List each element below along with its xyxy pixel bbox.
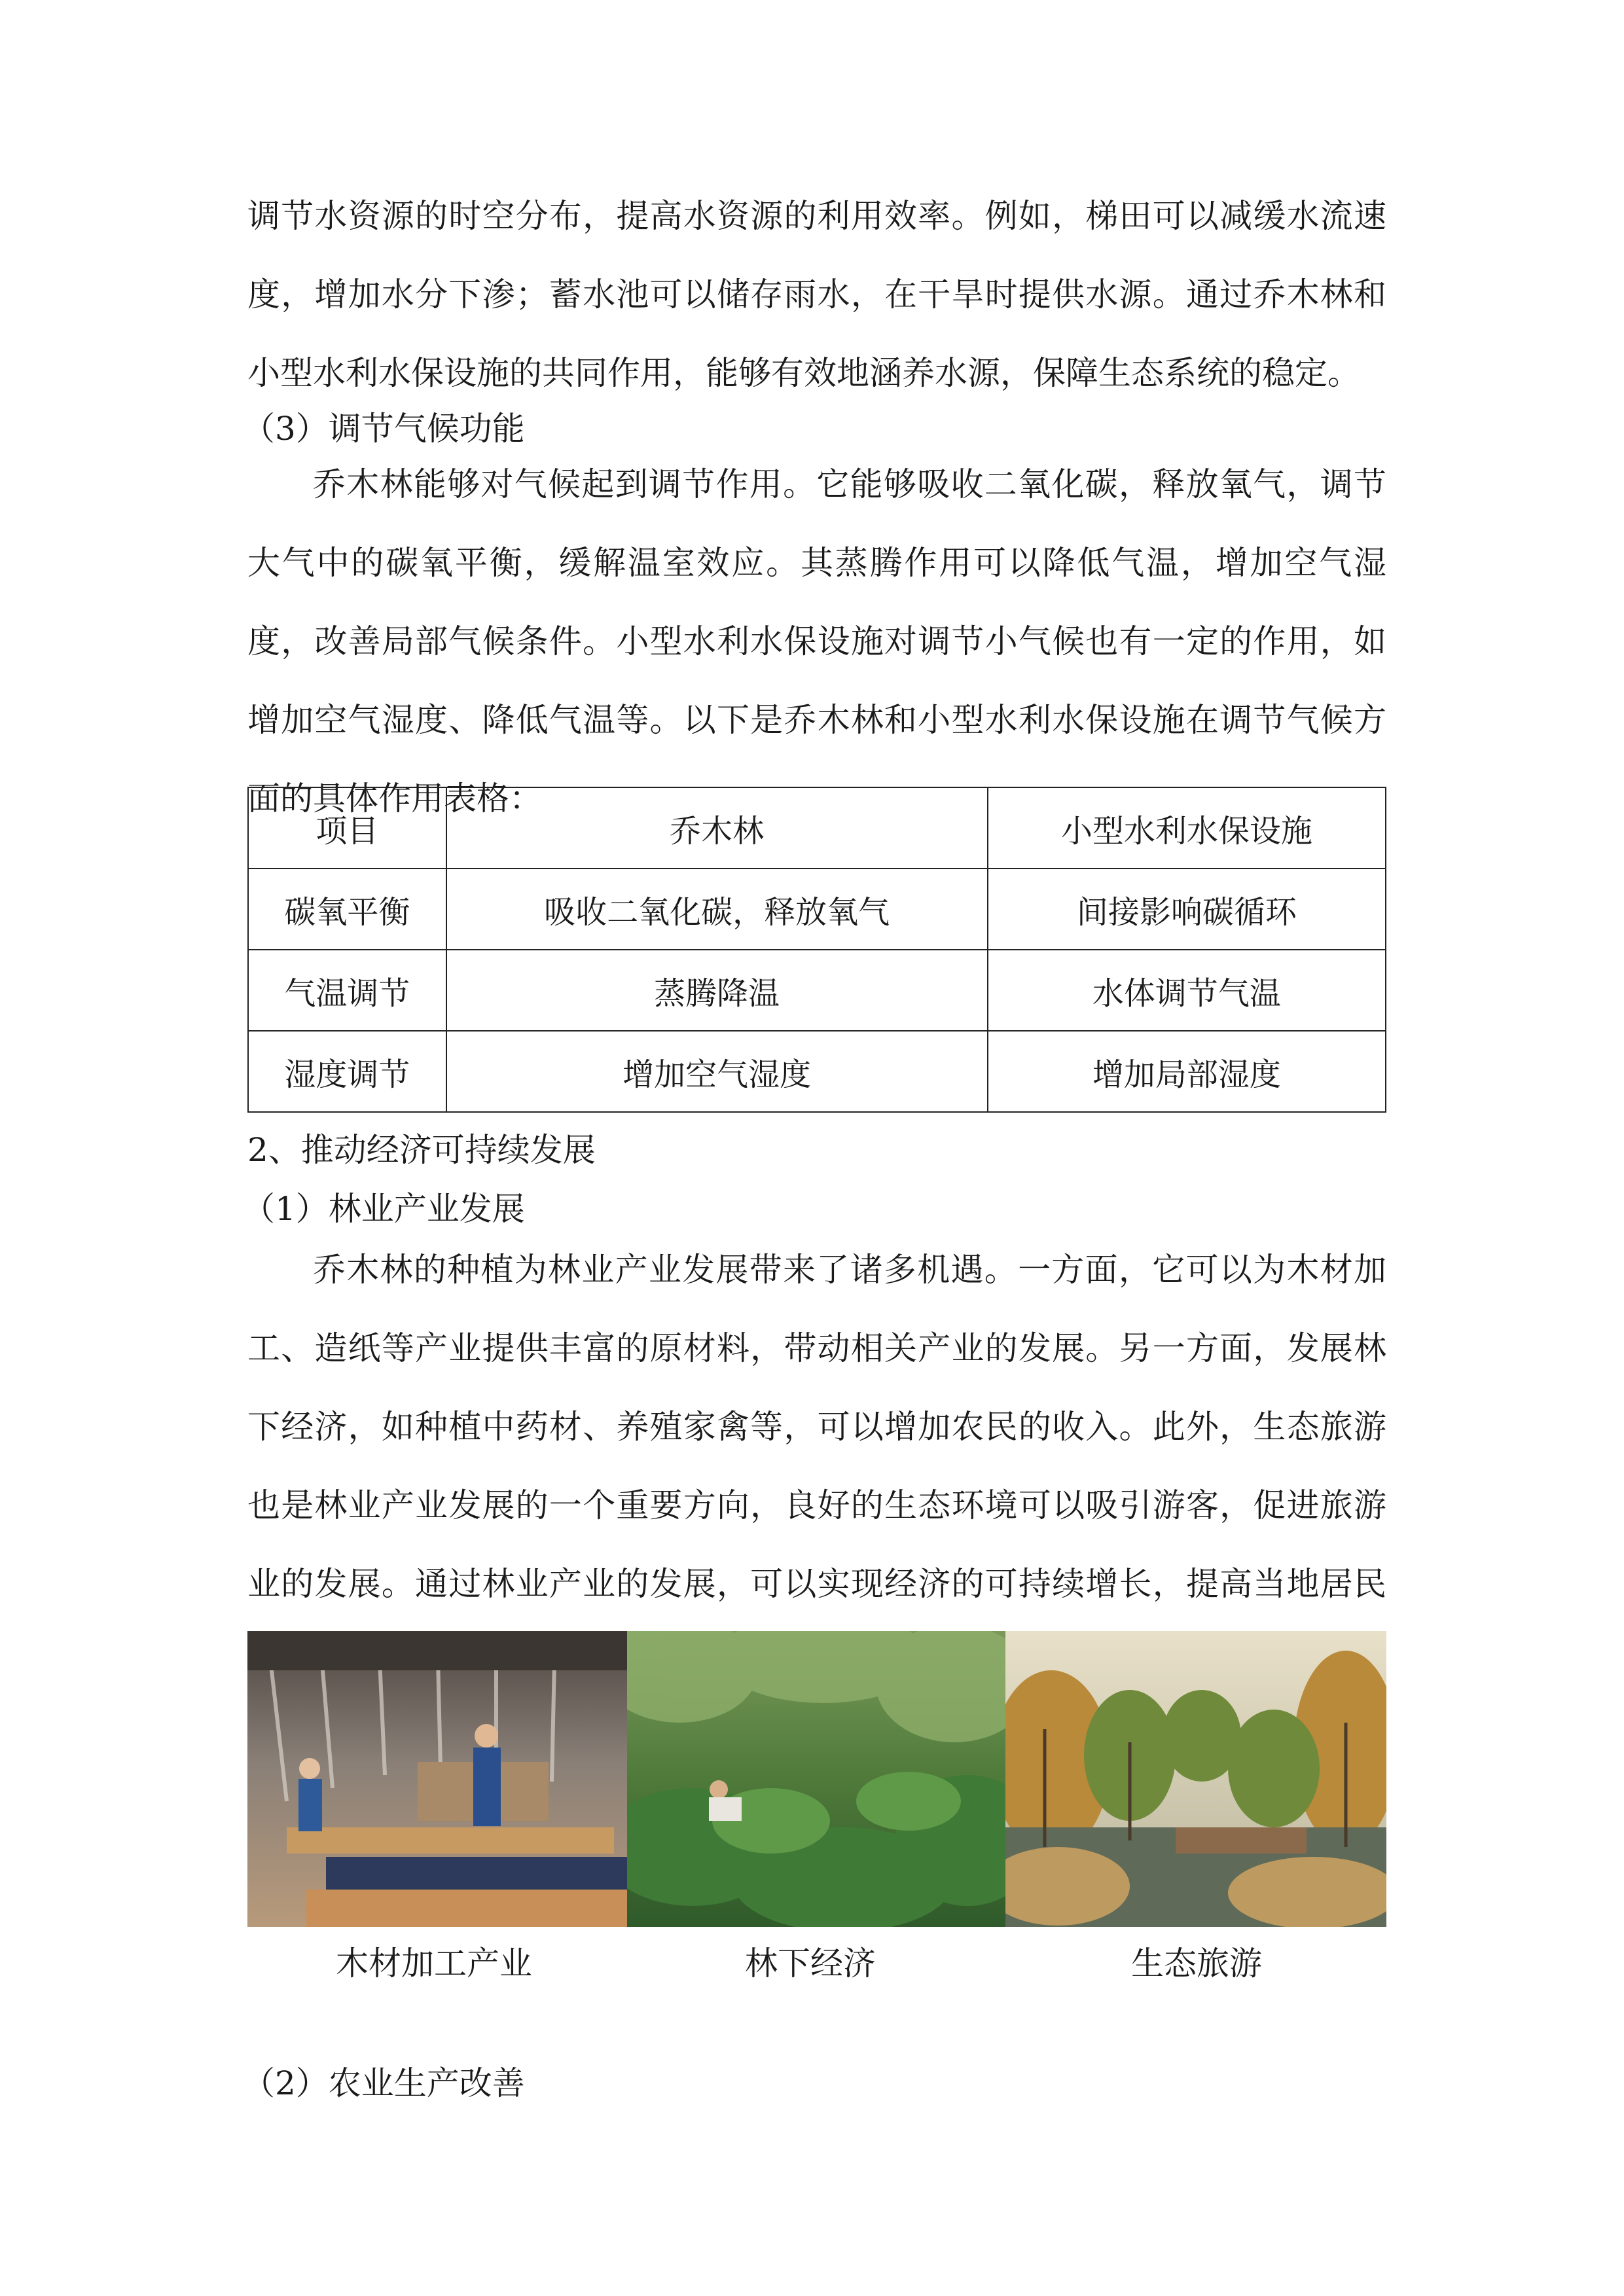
text-line: 度，增加水分下渗；蓄水池可以储存雨水，在干旱时提供水源。通过乔木林和	[247, 276, 1386, 314]
section-heading-forestry: （1）林业产业发展	[242, 1190, 525, 1228]
text-line: 下经济，如种植中药材、养殖家禽等，可以增加农民的收入。此外，生态旅游	[247, 1408, 1386, 1446]
table-header-row	[248, 787, 1386, 869]
eco-tourism-photo	[1005, 1631, 1386, 1927]
table-cell: 增加空气湿度	[446, 1031, 988, 1112]
table-header-cell: 小型水利水保设施	[988, 787, 1386, 869]
photo-captions	[247, 1937, 1386, 1983]
table-row	[248, 869, 1386, 950]
table-cell: 间接影响碳循环	[988, 869, 1386, 950]
text-line: 度，改善局部气候条件。小型水利水保设施对调节小气候也有一定的作用，如	[247, 622, 1386, 660]
climate-effects-table	[247, 787, 1386, 1113]
text-line: 大气中的碳氧平衡，缓解温室效应。其蒸腾作用可以降低气温，增加空气湿	[247, 544, 1386, 582]
caption-timber: 木材加工产业	[336, 1945, 532, 1982]
section-heading-economy: 2、推动经济可持续发展	[247, 1131, 596, 1169]
forestry-photo-strip	[247, 1631, 1386, 1927]
table-cell: 湿度调节	[248, 1031, 446, 1112]
paragraph-climate	[247, 445, 1386, 838]
table-header-cell: 乔木林	[446, 787, 988, 869]
table-cell: 蒸腾降温	[446, 950, 988, 1031]
table-cell: 增加局部湿度	[988, 1031, 1386, 1112]
section-heading-climate: （3）调节气候功能	[242, 410, 525, 448]
text-line: 也是林业产业发展的一个重要方向，良好的生态环境可以吸引游客，促进旅游	[247, 1486, 1386, 1524]
text-line: 小型水利水保设施的共同作用，能够有效地涵养水源，保障生态系统的稳定。	[247, 354, 1360, 392]
table-row	[248, 950, 1386, 1031]
text-line: 增加空气湿度、降低气温等。以下是乔木林和小型水利水保设施在调节气候方	[247, 701, 1386, 739]
text-line: 乔木林能够对气候起到调节作用。它能够吸收二氧化碳，释放氧气，调节	[313, 465, 1386, 503]
table-header-cell: 项目	[248, 787, 446, 869]
text-line: 面的具体作用表格：	[247, 780, 542, 817]
text-line: 业的发展。通过林业产业的发展，可以实现经济的可持续增长，提高当地居民	[247, 1565, 1386, 1603]
text-line: 工、造纸等产业提供丰富的原材料，带动相关产业的发展。另一方面，发展林	[247, 1329, 1386, 1367]
table-cell: 碳氧平衡	[248, 869, 446, 950]
under-forest-photo	[627, 1631, 1005, 1927]
paragraph-water-resources	[247, 177, 1386, 412]
table-cell: 气温调节	[248, 950, 446, 1031]
timber-factory-photo	[247, 1631, 627, 1927]
table-cell: 水体调节气温	[988, 950, 1386, 1031]
caption-under-forest: 林下经济	[745, 1945, 876, 1982]
table-row	[248, 1031, 1386, 1112]
table-cell: 吸收二氧化碳，释放氧气	[446, 869, 988, 950]
section-heading-agriculture: （2）农业生产改善	[242, 2064, 525, 2102]
text-line: 乔木林的种植为林业产业发展带来了诸多机遇。一方面，它可以为木材加	[313, 1251, 1386, 1289]
text-line: 调节水资源的时空分布，提高水资源的利用效率。例如，梯田可以减缓水流速	[247, 197, 1386, 235]
caption-eco-tourism: 生态旅游	[1131, 1945, 1262, 1982]
